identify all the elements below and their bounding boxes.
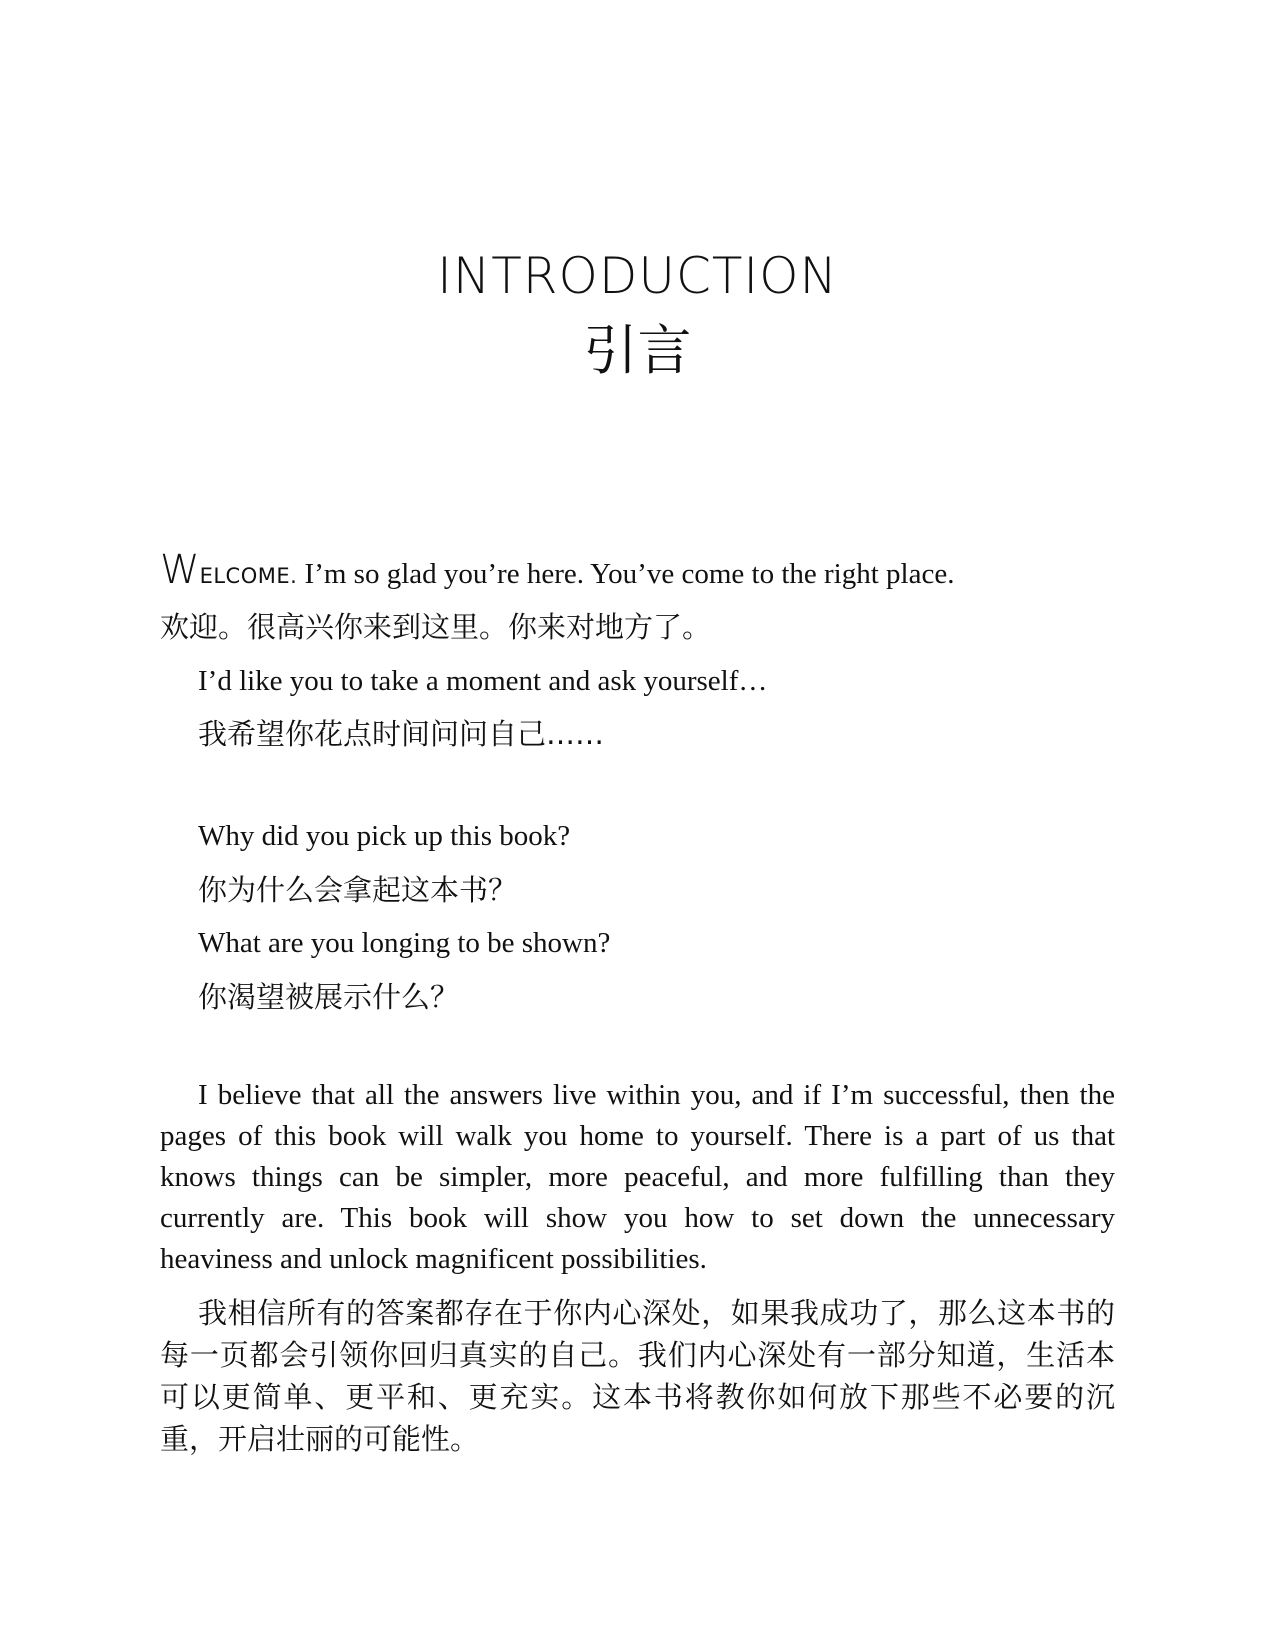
chapter-title-en: INTRODUCTION	[437, 247, 838, 305]
welcome-text: I’m so glad you’re here. You’ve come to the right place.	[297, 558, 955, 590]
question-1-zh: 你为什么会拿起这本书？	[198, 873, 518, 907]
chapter-title-zh: 引言	[583, 319, 692, 382]
ask-line-zh: 我希望你花点时间问问自己……	[198, 717, 605, 751]
welcome-line-en	[160, 547, 955, 596]
welcome-smallcaps: ELCOME.	[199, 564, 298, 588]
ask-line-en: I’d like you to take a moment and ask yourself…	[198, 665, 768, 697]
drop-cap-letter: W	[160, 547, 200, 593]
welcome-line-zh: 欢迎。很高兴你来到这里。你来对地方了。	[160, 610, 712, 644]
body-paragraph-zh: 我相信所有的答案都存在于你内心深处，如果我成功了，那么这本书的每一页都会引领你回归真实的自己。我们内心深处有一部分知道，生活本可以更简单、更平和、更充实。这本书将教你如何放下那些不必要的沉重，开启壮丽的可能性。	[160, 1296, 1115, 1456]
question-2-en: What are you longing to be shown?	[198, 927, 611, 959]
question-2-zh: 你渴望被展示什么？	[198, 980, 460, 1014]
body-paragraph-en: I believe that all the answers live within you, and if I’m successful, then the pages of this book will walk you home to yourself. There is a part of us that knows things can be simpler, more peaceful, and more fulfilling than they currently are. This book will show you how to set down the unnecessary heaviness and unlock magnificent possibilities.	[160, 1079, 1115, 1275]
question-1-en: Why did you pick up this book?	[198, 820, 571, 852]
